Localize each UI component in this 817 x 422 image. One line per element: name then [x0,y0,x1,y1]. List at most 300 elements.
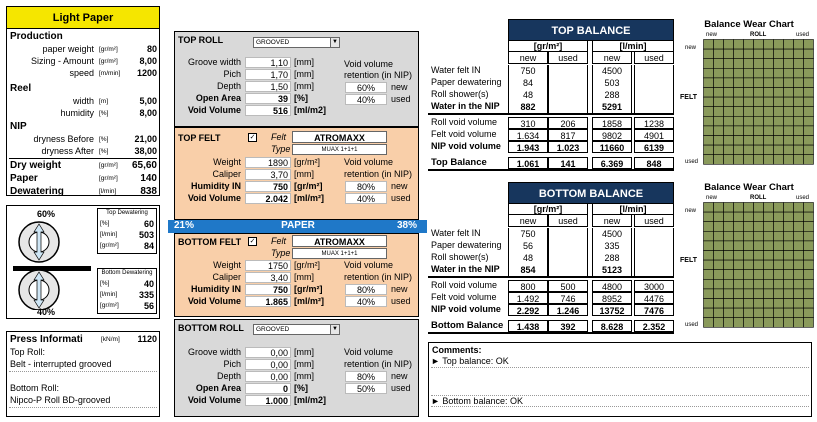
top-roll-row-value[interactable]: 1,70 [245,69,291,80]
wear-grid-cell [764,97,774,107]
light-paper-panel [6,6,160,196]
wear-grid-cell [764,299,774,309]
paper-out-unit: [gr/m²] [99,175,118,182]
top-balance-row-label: Water felt IN [431,65,481,75]
wear-grid-cell [774,88,784,98]
top-roll-row-value[interactable]: 1,10 [245,57,291,68]
wear-grid-cell [714,203,724,213]
top-roll-info-value: Belt - interrupted grooved [10,359,112,369]
bottom-roll-row-unit: [%] [294,383,308,393]
top-felt-void-title2: retention (in NIP) [344,169,413,179]
bottom-balance-row-label: Felt void volume [431,292,497,302]
wear-grid-cell [774,145,784,155]
wear-grid-cell [764,116,774,126]
wear-grid-cell [724,40,734,50]
bottom-felt-void-label: new [391,284,408,294]
bottom-balance-row-label: Roll void volume [431,280,498,290]
wear-grid-cell [724,279,734,289]
top-balance-cell: 503 [592,77,632,89]
wear-grid-cell [704,203,714,213]
wear-grid-cell [774,222,784,232]
chevron-down-icon[interactable]: ▼ [330,38,339,47]
wear-grid-cell [804,68,814,78]
top-balance-heading: TOP BALANCE [508,19,674,41]
wear-grid-cell [804,260,814,270]
wear-grid-cell [714,155,724,165]
wear-grid-cell [794,308,804,318]
top-felt-row-value[interactable]: 3,70 [245,169,291,180]
bottom-balance-row-label: Paper dewatering [431,240,502,250]
wear-grid-cell [774,68,784,78]
wear-grid-cell [734,299,744,309]
wear-grid-cell [754,231,764,241]
paper-bar-right: 38% [396,220,417,231]
wear-grid-cell [734,212,744,222]
bottom-felt-row-value[interactable]: 3,40 [245,272,291,283]
top-roll-row-unit: [ml/m2] [294,105,327,115]
wear-grid-cell [724,145,734,155]
top-balance-cell: 310 [508,117,548,129]
wear-grid-cell [784,136,794,146]
wear-grid-cell [724,203,734,213]
wear-grid-cell [714,136,724,146]
production-row-label: paper weight [42,44,94,54]
wear-grid-cell [804,279,814,289]
top-dewatering-row-unit: [%] [100,220,110,227]
bottom-felt-void-value[interactable]: 40% [345,296,387,307]
bottom-dewatering-row-value: 40 [143,279,154,289]
wear-grid-cell [744,116,754,126]
wear-grid-cell [744,88,754,98]
wear-grid-cell [764,49,774,59]
nip-heading: NIP [10,121,27,132]
top-felt-void-value[interactable]: 80% [345,181,387,192]
bottom-balance-sub-header: used [634,215,674,227]
wear-grid-cell [804,49,814,59]
panel-title: Light Paper [7,7,159,29]
wear-grid-cell [744,136,754,146]
top-balance-cell [548,89,588,101]
top-balance-cell: 48 [508,89,548,101]
wear-grid-cell [704,116,714,126]
wear-grid-cell [754,49,764,59]
wear-grid-cell [734,318,744,328]
top-balance-cell: 1.023 [548,141,588,153]
bottom-roll-void-label: new [391,371,408,381]
wear-grid-cell [764,40,774,50]
comment-bottom[interactable]: ► Bottom balance: OK [431,395,809,407]
top-roll-void-value[interactable]: 40% [345,94,387,105]
top-roll-row-unit: [mm] [294,69,314,79]
wear-grid-cell [764,126,774,136]
balance-wear-chart-top [680,19,814,169]
wear-grid-cell [744,203,754,213]
wear-grid-cell [704,88,714,98]
bottom-roll-heading: BOTTOM ROLL [178,323,244,333]
top-balance-cell: 1858 [592,117,632,129]
wear-grid-cell [704,279,714,289]
wear-grid-cell [744,78,754,88]
wear-grid-cell [704,308,714,318]
bottom-felt-felt-label: Felt [271,236,287,246]
reel-row-label: width [72,96,94,106]
wear-grid-cell [714,40,724,50]
bottom-roll-void-value[interactable]: 50% [345,383,387,394]
wear-grid-cell [764,318,774,328]
comments-panel [428,342,812,417]
top-felt-row-unit: [ml/m²] [294,193,324,203]
top-balance-cell: 882 [508,101,548,113]
wear-grid-cell [774,155,784,165]
bottom-felt-row-label: Humidity IN [190,284,241,294]
top-roll-row-label: Groove width [187,57,241,67]
wear-grid-cell [734,136,744,146]
wear-grid-cell [704,155,714,165]
top-balance-row-label: Roll shower(s) [431,89,489,99]
wear-grid-cell [784,155,794,165]
wear-grid-cell [724,212,734,222]
wear-grid-cell [754,136,764,146]
paper-bar [168,220,427,233]
dewatering-out-unit: [l/min] [99,188,117,195]
wear-grid-cell [774,59,784,69]
wear-grid-cell [764,222,774,232]
wear-grid-cell [744,299,754,309]
wear-grid-cell [794,241,804,251]
top-balance-row-label: Water in the NIP [431,101,500,111]
production-row-value[interactable]: 8,00 [125,56,157,66]
wear-grid-cell [804,136,814,146]
bottom-felt-row-unit: [ml/m²] [294,296,324,306]
bottom-balance-cell: 3000 [634,280,674,292]
top-felt-panel [174,127,419,220]
top-felt-row-label: Caliper [212,169,241,179]
wear-grid-cell [804,88,814,98]
wear-grid-cell [734,289,744,299]
nip-row-value[interactable]: 21,00 [125,134,157,144]
wear-grid-cell [754,116,764,126]
top-balance-cell: 206 [548,117,588,129]
bottom-felt-row-value[interactable]: 1.865 [245,296,291,307]
wear-grid-cell [774,97,784,107]
wear-grid-cell [804,40,814,50]
bottom-balance-cell: 56 [508,240,548,252]
wear-grid-cell [744,40,754,50]
wear-chart-top-center-label: ROLL [750,32,767,38]
top-roll-row-value[interactable]: 516 [245,105,291,116]
bottom-dewatering-row-value: 335 [138,290,154,300]
top-balance-cell [634,77,674,89]
bottom-roll-info-value: Nipco-P Roll BD-grooved [10,395,111,405]
wear-grid-cell [784,68,794,78]
wear-grid-cell [754,299,764,309]
production-row-value[interactable]: 80 [125,44,157,54]
top-felt-void-label: new [391,181,408,191]
top-balance-cell: 6139 [634,141,674,153]
bottom-felt-row-value[interactable]: 1750 [245,260,291,271]
wear-grid-cell [754,270,764,280]
bottom-balance-cell: 335 [592,240,632,252]
bottom-balance-separator [428,332,674,334]
comment-top[interactable]: ► Top balance: OK [431,356,809,368]
wear-grid-cell [734,260,744,270]
top-roll-void-label: used [391,94,411,104]
nip-row-label: dryness After [41,146,94,156]
top-felt-void-value[interactable]: 40% [345,193,387,204]
bottom-balance-cell: 750 [508,228,548,240]
wear-grid-cell [754,88,764,98]
bottom-balance-cell [548,252,588,264]
bottom-roll-row-unit: [mm] [294,371,314,381]
top-felt-row-value[interactable]: 750 [245,181,291,192]
wear-grid-cell [734,241,744,251]
wear-grid-cell [764,78,774,88]
wear-grid-cell [754,97,764,107]
top-balance-sub-header: used [548,52,588,64]
wear-grid-cell [794,136,804,146]
wear-grid-cell [774,231,784,241]
top-roll-row-label: Open Area [195,93,241,103]
nip-row-unit: [%] [99,148,109,155]
wear-grid-cell [784,40,794,50]
wear-grid-cell [724,49,734,59]
wear-grid-cell [714,260,724,270]
top-balance-table [428,19,690,169]
wear-grid-cell [704,126,714,136]
bottom-felt-panel [174,233,419,317]
bottom-balance-col1: [gr/m²] [508,204,588,215]
wear-grid-cell [804,231,814,241]
wear-grid-cell [704,231,714,241]
wear-grid-cell [794,203,804,213]
top-felt-felt-label: Felt [271,132,287,142]
dewatering-diagram-panel [6,205,160,319]
bottom-roll-row-value[interactable]: 0 [245,383,291,394]
nip-row-value[interactable]: 38,00 [125,146,157,156]
wear-grid-cell [724,78,734,88]
bottom-roll-row-value[interactable]: 1.000 [245,395,291,406]
bottom-roll-row-label: Depth [216,371,241,381]
wear-grid-cell [764,107,774,117]
wear-grid-cell [774,107,784,117]
wear-grid-cell [754,212,764,222]
wear-grid-cell [754,279,764,289]
bottom-roll-select-value: GROOVED [256,326,290,333]
wear-grid-cell [784,78,794,88]
dry-weight-unit: [gr/m²] [99,162,118,169]
wear-grid-cell [714,212,724,222]
wear-grid-cell [744,260,754,270]
bottom-dewatering-label: Bottom Dewatering [101,270,153,276]
bottom-balance-table [428,182,690,332]
top-balance-separator [428,113,674,115]
top-dewatering-row-value: 60 [143,219,154,229]
wear-grid-cell [804,308,814,318]
bottom-dewatering-row-value: 56 [143,301,154,311]
bottom-roll-row-value[interactable]: 0,00 [245,359,291,370]
wear-chart-bottom-title: Balance Wear Chart [704,182,794,193]
top-balance-col1: [gr/m²] [508,41,588,52]
bottom-balance-cell: 1.246 [548,304,588,316]
comments-heading: Comments: [432,345,482,355]
bottom-balance-cell: 8.628 [592,320,632,332]
wear-grid-cell [774,49,784,59]
production-row-value[interactable]: 1200 [125,68,157,78]
wear-grid-cell [804,155,814,165]
production-row-label: speed [69,68,94,78]
bottom-balance-cell: 1.492 [508,292,548,304]
bottom-felt-row-value[interactable]: 750 [245,284,291,295]
top-balance-sub-header: used [634,52,674,64]
reel-row-value[interactable]: 8,00 [125,108,157,118]
wear-grid-cell [744,126,754,136]
top-felt-row-unit: [mm] [294,169,314,179]
bottom-felt-void-value[interactable]: 80% [345,284,387,295]
wear-grid-cell [804,251,814,261]
wear-grid-cell [774,203,784,213]
reel-row-value[interactable]: 5,00 [125,96,157,106]
top-felt-name[interactable]: ATROMAXX [292,131,387,143]
paper-bar-center: PAPER [281,220,315,231]
press-nip-diagram [9,220,95,310]
bottom-felt-row-label: Weight [213,260,241,270]
wear-grid-cell [774,270,784,280]
bottom-balance-cell [634,240,674,252]
bottom-felt-name[interactable]: ATROMAXX [292,235,387,247]
wear-grid-cell [714,270,724,280]
top-balance-cell [548,65,588,77]
wear-grid-cell [764,260,774,270]
wear-grid-cell [754,241,764,251]
wear-grid-cell [784,270,794,280]
bottom-roll-row-value[interactable]: 0,00 [245,371,291,382]
wear-grid-cell [794,88,804,98]
bottom-felt-row-unit: [gr/m²] [294,284,323,294]
wear-grid-cell [704,136,714,146]
wear-grid-cell [764,270,774,280]
wear-grid-cell [724,318,734,328]
wear-grid-cell [714,49,724,59]
bottom-roll-row-value[interactable]: 0,00 [245,347,291,358]
wear-grid-cell [784,251,794,261]
top-roll-type-select[interactable] [253,37,340,48]
bottom-felt-type[interactable]: MUAX 1+1+1 [292,248,387,259]
top-roll-row-label: Depth [216,81,241,91]
wear-grid-cell [794,251,804,261]
bottom-balance-separator [428,276,674,278]
wear-grid-cell [734,308,744,318]
wear-grid-cell [744,241,754,251]
bottom-balance-cell [634,264,674,276]
top-balance-cell [548,77,588,89]
bottom-felt-checkbox[interactable]: ✓ [249,238,256,245]
bottom-roll-row-unit: [ml/m2] [294,395,327,405]
bottom-balance-cell: 2.352 [634,320,674,332]
wear-grid-cell [774,308,784,318]
wear-grid-cell [734,270,744,280]
top-roll-row-unit: [%] [294,93,308,103]
paper-out-value: 140 [140,173,157,184]
wear-grid-cell [704,145,714,155]
top-balance-cell: 5291 [592,101,632,113]
production-row-label: Sizing - Amount [30,56,94,66]
wear-grid-cell [754,126,764,136]
bottom-balance-sub-header: new [592,215,632,227]
top-felt-row-unit: [gr/m²] [294,157,320,167]
wear-grid-cell [784,289,794,299]
bottom-balance-cell: 4800 [592,280,632,292]
wear-grid-cell [714,318,724,328]
wear-grid-cell [804,97,814,107]
wear-grid-cell [724,88,734,98]
wear-grid-cell [784,212,794,222]
wear-grid-cell [744,49,754,59]
bottom-felt-row-label: Void Volume [187,296,241,306]
bottom-balance-cell: 4476 [634,292,674,304]
top-roll-row-label: Pich [223,69,241,79]
wear-grid-cell [784,203,794,213]
top-roll-void-value[interactable]: 60% [345,82,387,93]
wear-grid-cell [794,289,804,299]
wear-grid-cell [784,126,794,136]
wear-chart-bottom-side-bottom: used [685,322,699,328]
wear-grid-cell [744,59,754,69]
wear-chart-top-side-top: new [685,45,697,51]
bottom-balance-cell: 392 [548,320,588,332]
bottom-felt-row-label: Caliper [212,272,241,282]
chevron-down-icon[interactable]: ▼ [330,325,339,334]
top-felt-row-value[interactable]: 1890 [245,157,291,168]
top-felt-checkbox[interactable]: ✓ [249,134,256,141]
wear-grid-cell [764,308,774,318]
bottom-roll-void-value[interactable]: 80% [345,371,387,382]
bottom-felt-void-label: used [391,296,411,306]
top-balance-cell: 11660 [592,141,632,153]
wear-grid-cell [784,308,794,318]
top-roll-void-title1: Void volume [344,59,394,69]
bottom-roll-void-title1: Void volume [344,347,394,357]
press-info-value: 1120 [137,334,157,344]
wear-chart-top-left-label: new [706,32,718,38]
top-roll-row-value[interactable]: 39 [245,93,291,104]
bottom-dewatering-row-unit: [%] [100,280,110,287]
top-roll-row-value[interactable]: 1,50 [245,81,291,92]
wear-chart-bottom-center-label: ROLL [750,195,767,201]
wear-grid-cell [764,145,774,155]
bottom-roll-type-select[interactable] [253,324,340,335]
wear-grid-cell [774,299,784,309]
top-felt-type[interactable]: MUAX 1+1+1 [292,144,387,155]
wear-grid-cell [764,241,774,251]
wear-grid-cell [744,289,754,299]
top-felt-row-label: Void Volume [187,193,241,203]
bottom-balance-cell: 13752 [592,304,632,316]
top-felt-row-value[interactable]: 2.042 [245,193,291,204]
wear-grid-cell [804,241,814,251]
wear-grid-cell [734,40,744,50]
wear-grid-cell [744,222,754,232]
top-roll-heading: TOP ROLL [178,35,224,45]
wear-grid-cell [734,155,744,165]
wear-grid-cell [794,231,804,241]
wear-grid-cell [734,68,744,78]
bottom-felt-heading: BOTTOM FELT [178,237,242,247]
wear-grid-cell [794,155,804,165]
bottom-balance-row-label: Water felt IN [431,228,481,238]
wear-grid-cell [734,49,744,59]
bottom-balance-cell: 5123 [592,264,632,276]
wear-chart-bottom-right-label: used [796,195,810,201]
